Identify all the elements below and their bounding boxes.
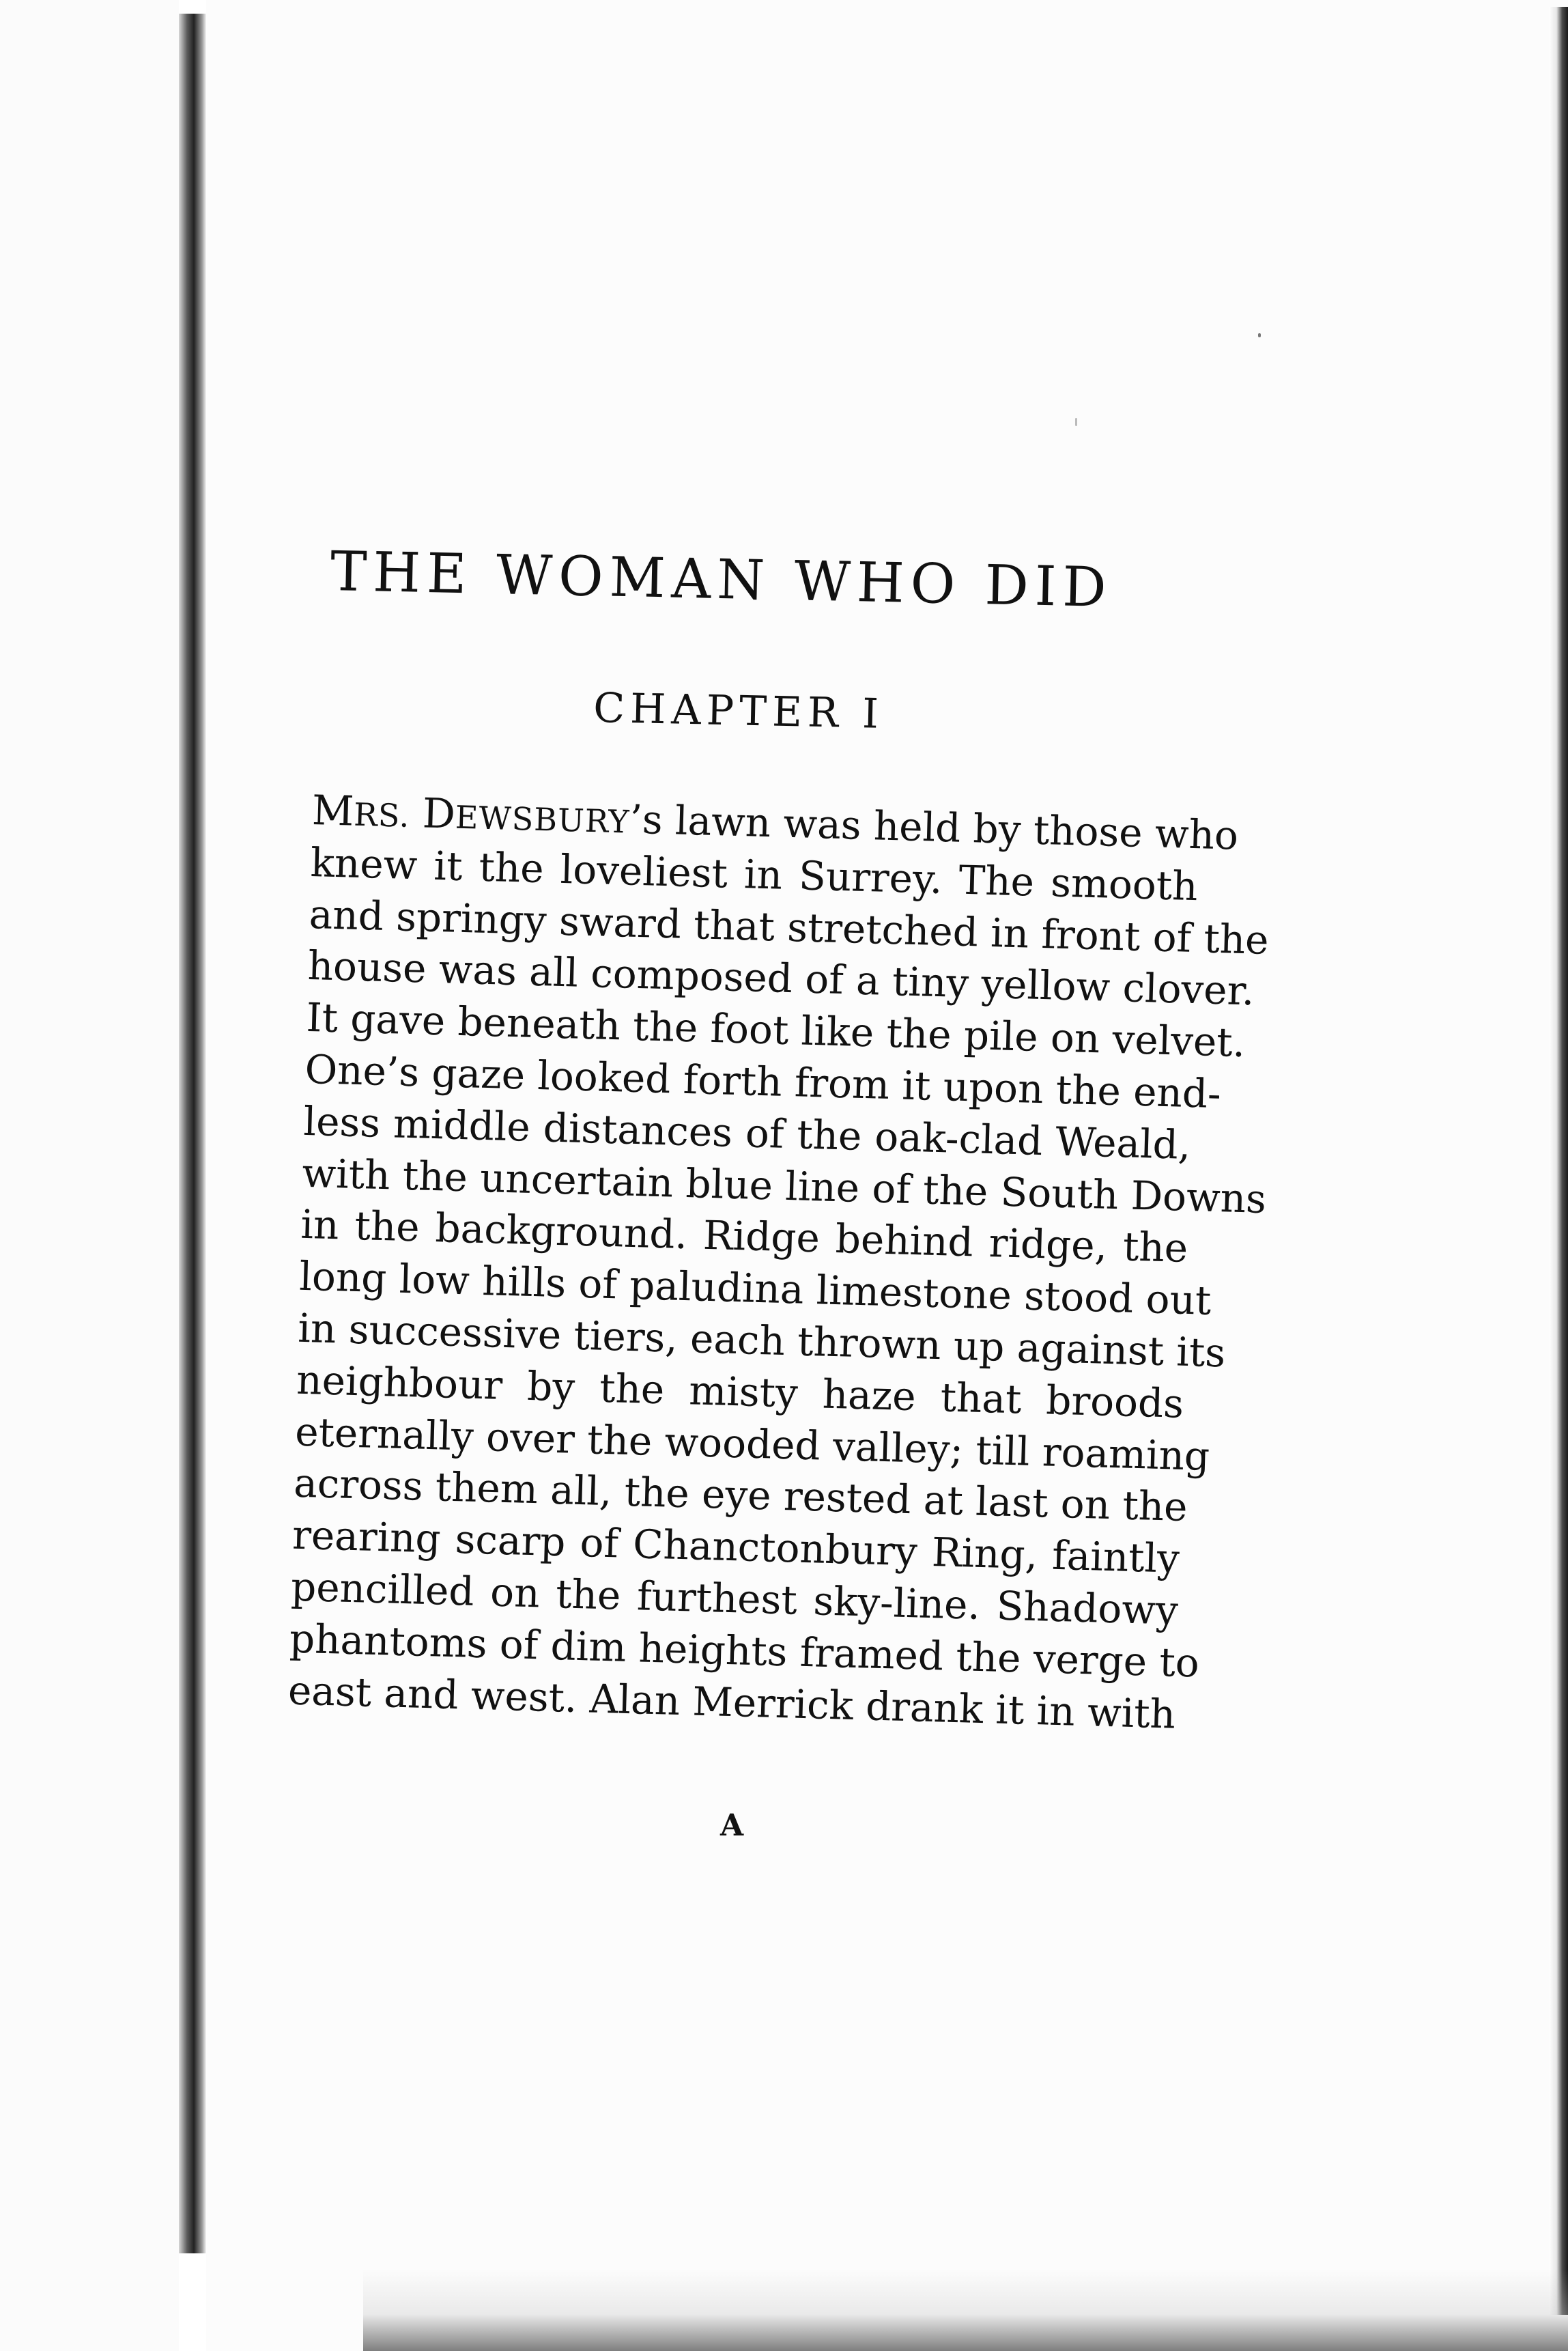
facing-page-strip <box>0 0 179 2351</box>
text-line: knew it the loveliest in Surrey. The smooth <box>310 839 1199 910</box>
book-title: THE WOMAN WHO DID <box>330 539 1113 619</box>
text-line: in the background. Ridge behind ridge, the <box>300 1201 1189 1272</box>
text-line: It gave beneath the foot like the pile on velvet. <box>305 994 1246 1067</box>
lead-small-caps: RS. <box>353 796 411 834</box>
page-bottom-edge <box>363 2269 1568 2351</box>
text-line: rearing scarp of Chanctonbury Ring, faintly <box>291 1511 1180 1582</box>
text-line: in successive tiers, each thrown up against its <box>297 1304 1226 1377</box>
signature-mark: A <box>720 1808 745 1843</box>
first-line-rest: ’s lawn was held by those who <box>629 796 1239 859</box>
text-line: pencilled on the furthest sky-line. Shadowy <box>290 1563 1179 1634</box>
page-right-edge <box>1549 7 1568 2315</box>
text-line: One’s gaze looked forth from it upon the end- <box>304 1045 1222 1118</box>
text-line: and springy sward that stretched in front of the <box>308 890 1270 963</box>
paper-speck <box>1258 333 1261 337</box>
paper-speck <box>1075 418 1077 426</box>
text-line: less middle distances of the oak-clad Weald, <box>302 1097 1192 1168</box>
text-line: with the uncertain blue line of the South Downs <box>301 1149 1267 1222</box>
text-line: neighbour by the misty haze that broods <box>296 1356 1184 1427</box>
text-line: east and west. Alan Merrick drank it in with <box>287 1667 1176 1738</box>
text-line: phantoms of dim heights framed the verge to <box>289 1615 1200 1687</box>
text-line: across them all, the eye rested at last on the <box>293 1459 1188 1531</box>
name-initial: D <box>422 789 456 839</box>
text-line: long low hills of paludina limestone stood out <box>298 1252 1212 1325</box>
text-line: house was all composed of a tiny yellow clover. <box>307 942 1255 1015</box>
lead-initial: M <box>311 786 355 836</box>
book-gutter-shadow <box>179 14 206 2253</box>
chapter-paragraph <box>287 785 1270 1741</box>
text-line: eternally over the wooded valley; till roaming <box>294 1408 1211 1480</box>
chapter-heading: CHAPTER I <box>593 684 885 738</box>
name-small-caps: EWSBURY <box>455 798 631 841</box>
